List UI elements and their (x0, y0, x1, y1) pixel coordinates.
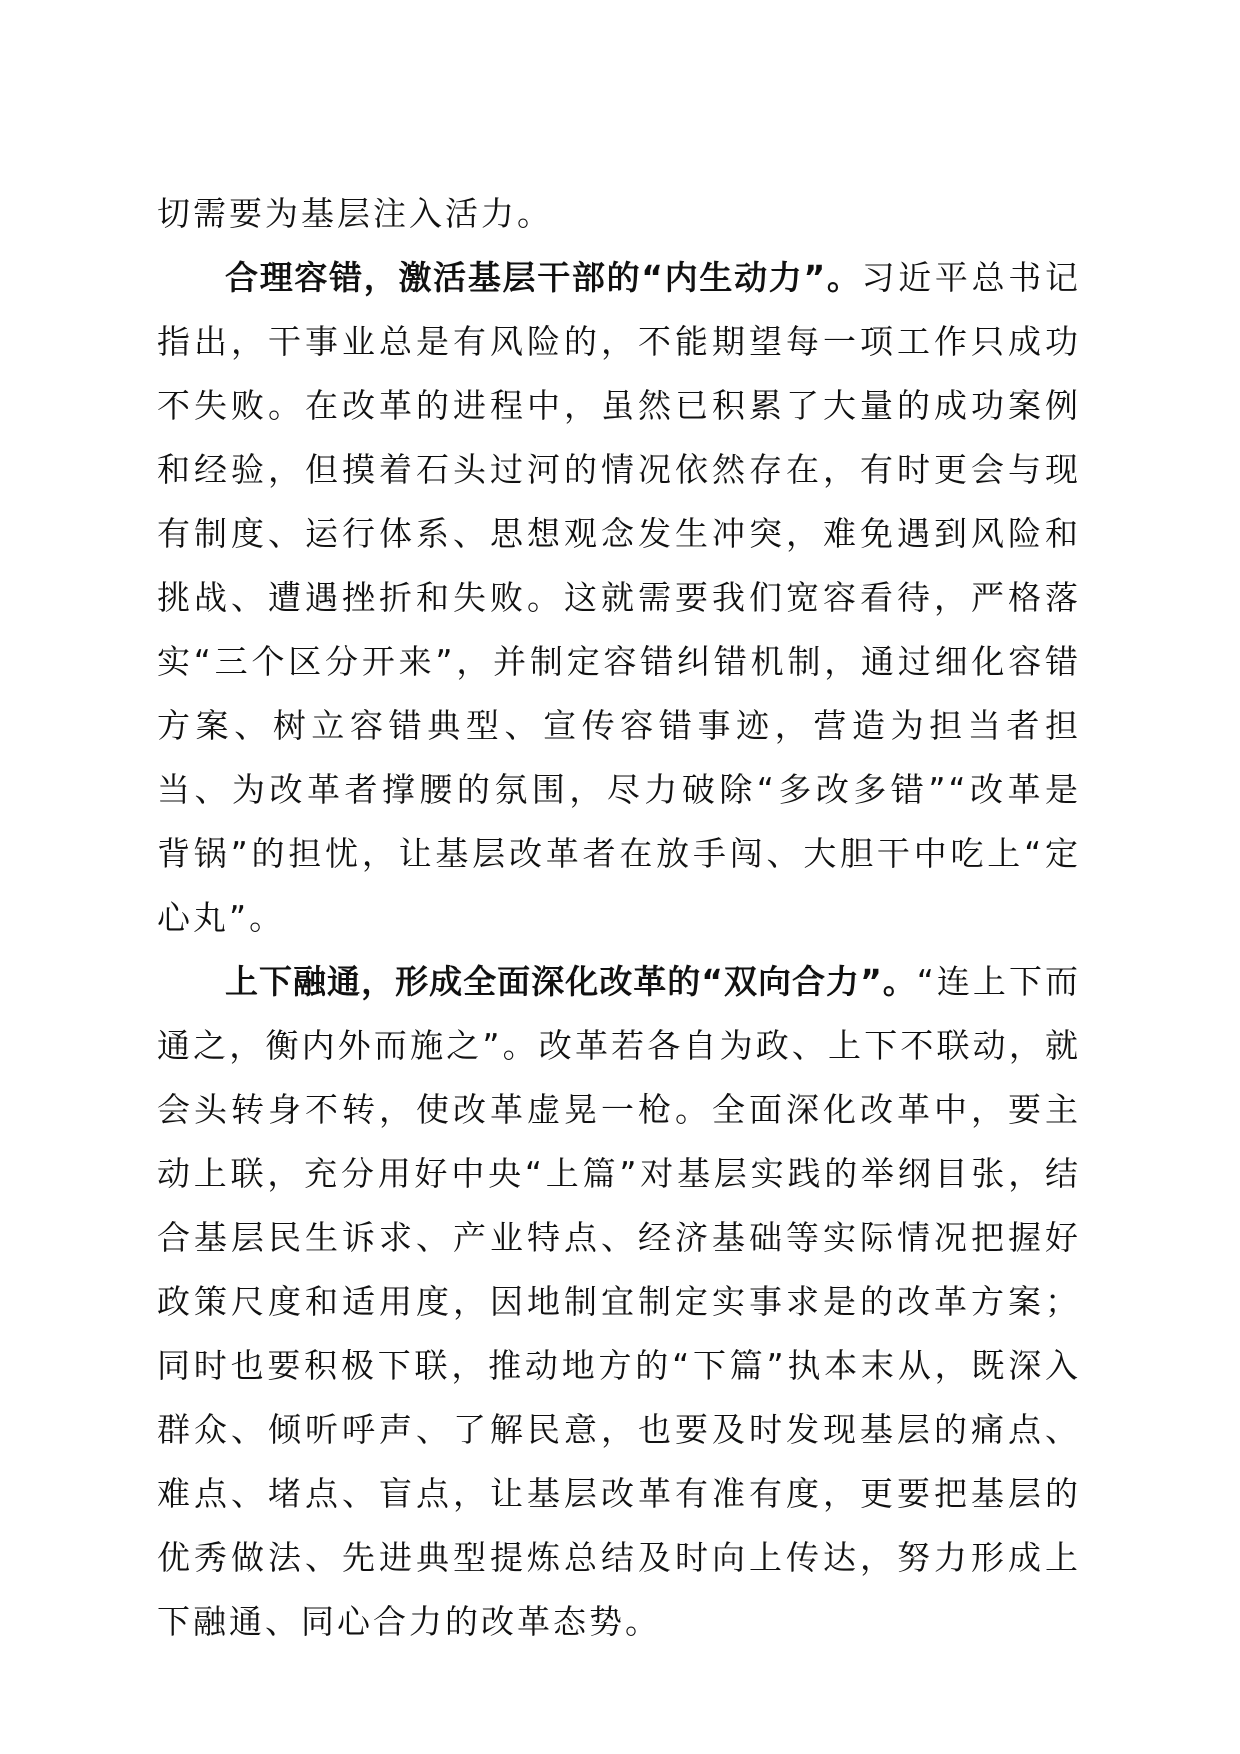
paragraph-tolerance (157, 246, 1081, 950)
paragraph-heading: 合理容错，激活基层干部的“内生动力”。 (225, 258, 862, 297)
paragraph-heading: 上下融通，形成全面深化改革的“双向合力”。 (225, 962, 917, 1001)
paragraph-integration (157, 950, 1081, 1654)
paragraph-text: “连上下而通之，衡内外而施之”。改革若各自为政、上下不联动，就会头转身不转，使改革虚晃一枪。全面深化改革中，要主动上联，充分用好中央“上篇”对基层实践的举纲目张，结合基层民生诉求、产业特点、经济基础等实际情况把握好政策尺度和适用度，因地制宜制定实事求是的改革方案；同时也要积极下联，推动地方的“下篇”执本末从，既深入群众、倾听呼声、了解民意，也要及时发现基层的痛点、难点、堵点、盲点，让基层改革有准有度，更要把基层的优秀做法、先进典型提炼总结及时向上传达，努力形成上下融通、同心合力的改革态势。 (157, 962, 1081, 1641)
paragraph-text: 切需要为基层注入活力。 (157, 194, 553, 233)
paragraph-text: 习近平总书记指出，干事业总是有风险的，不能期望每一项工作只成功不失败。在改革的进程中，虽然已积累了大量的成功案例和经验，但摸着石头过河的情况依然存在，有时更会与现有制度、运行体系、思想观念发生冲突，难免遇到风险和挑战、遭遇挫折和失败。这就需要我们宽容看待，严格落实“三个区分开来”，并制定容错纠错机制，通过细化容错方案、树立容错典型、宣传容错事迹，营造为担当者担当、为改革者撑腰的氛围，尽力破除“多改多错”“改革是背锅”的担忧，让基层改革者在放手闯、大胆干中吃上“定心丸”。 (157, 258, 1081, 937)
article-body (157, 182, 1081, 1654)
paragraph-continuation (157, 182, 1081, 246)
